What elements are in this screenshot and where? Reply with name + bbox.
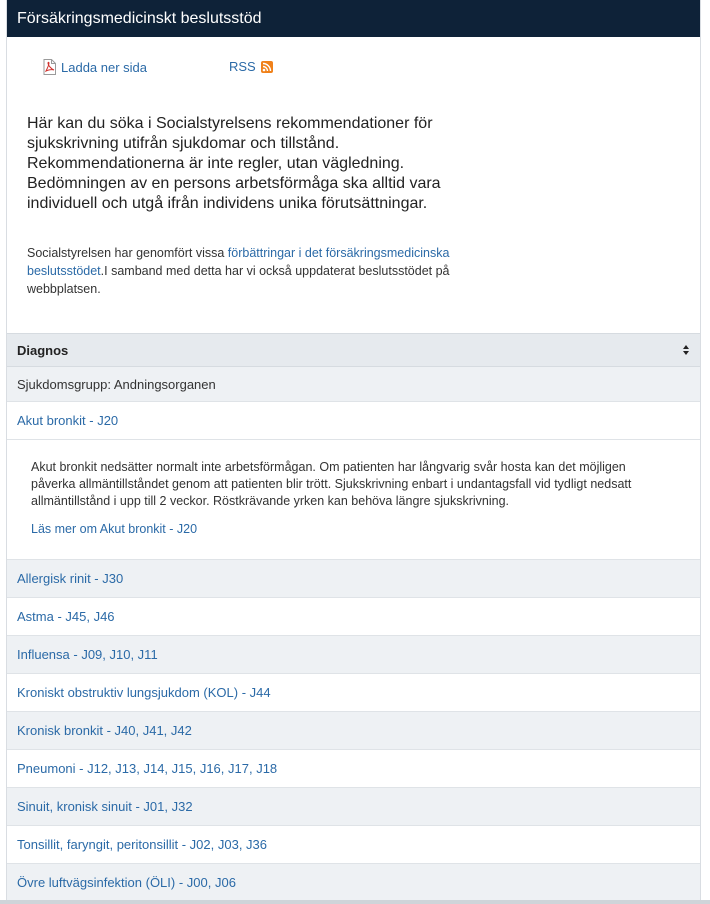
pdf-icon	[43, 59, 56, 75]
diagnosis-item-label: Allergisk rinit - J30	[17, 571, 124, 586]
diagnosis-item-kol[interactable]	[7, 673, 700, 711]
disease-group-label: Sjukdomsgrupp: Andningsorganen	[7, 366, 700, 401]
diagnosis-item-kronisk-bronkit[interactable]	[7, 711, 700, 749]
diagnosis-item-label: Övre luftvägsinfektion (ÖLI) - J00, J06	[17, 875, 236, 890]
download-page-label: Ladda ner sida	[61, 59, 148, 75]
diagnosis-item-label: Influensa - J09, J10, J11	[17, 647, 158, 662]
bottom-scroll-strip	[0, 900, 710, 904]
page-frame	[6, 0, 701, 904]
diagnosis-item-akut-bronkit[interactable]	[7, 401, 700, 439]
diagnosis-item-influensa[interactable]	[7, 635, 700, 673]
diagnosis-description: Akut bronkit nedsätter normalt inte arbetsförmågan. Om patienten har långvarig svår hosta kan det möjligen påverka allmäntillståndet genom att patienten blir trött. Sjukskrivning enbart i undantagsfall vid tydligt nedsatt allmäntillstånd i upp till 2 veckor. Röstkrävande yrken kan behöva längre sjukskrivning.	[31, 460, 632, 508]
diagnosis-details	[7, 439, 700, 559]
diagnosis-item-astma[interactable]	[7, 597, 700, 635]
page-header	[7, 0, 700, 37]
diagnosis-item-allergisk-rinit[interactable]	[7, 559, 700, 597]
diagnosis-item-tonsillit[interactable]	[7, 825, 700, 863]
sort-icon[interactable]	[682, 344, 690, 356]
diagnosis-item-label: Astma - J45, J46	[17, 609, 115, 624]
diagnosis-item-label: Tonsillit, faryngit, peritonsillit - J02, J03, J36	[17, 837, 267, 852]
read-more-link[interactable]: Läs mer om Akut bronkit - J20	[31, 522, 198, 536]
rss-link[interactable]	[229, 59, 273, 74]
diagnosis-item-sinuit[interactable]	[7, 787, 700, 825]
download-page-link[interactable]	[43, 59, 147, 75]
improvements-link[interactable]: förbättringar i det försäkringsmedicinska beslutsstödet	[27, 246, 450, 278]
diagnosis-item-pneumoni[interactable]	[7, 749, 700, 787]
diagnosis-list	[7, 333, 700, 901]
page-title: Försäkringsmedicinskt beslutsstöd	[17, 10, 262, 27]
toolbar	[7, 37, 700, 81]
diagnosis-item-label: Pneumoni - J12, J13, J14, J15, J16, J17, J18	[17, 761, 278, 776]
diagnosis-item-label: Kronisk bronkit - J40, J41, J42	[17, 723, 192, 738]
notice-suffix: .I samband med detta har vi också uppdaterat beslutsstödet på webbplatsen.	[27, 264, 450, 296]
diagnosis-item-label: Kroniskt obstruktiv lungsjukdom (KOL) - J44	[17, 685, 271, 700]
improvement-notice	[27, 244, 487, 298]
diagnosis-item-label: Akut bronkit - J20	[17, 413, 119, 428]
diagnosis-header[interactable]	[7, 333, 700, 366]
rss-label: RSS	[229, 59, 256, 74]
rss-icon	[261, 61, 273, 73]
diagnosis-item-oli[interactable]	[7, 863, 700, 901]
intro-text: Här kan du söka i Socialstyrelsens rekommendationer för sjukskrivning utifrån sjukdomar och tillstånd. Rekommendationerna är inte regler, utan vägledning. Bedömningen av en persons arbetsförmåga ska alltid vara individuell och utgå ifrån individens unika förutsättningar.	[27, 115, 441, 212]
notice-prefix: Socialstyrelsen har genomfört vissa	[27, 246, 228, 260]
diagnosis-header-label: Diagnos	[17, 342, 69, 358]
diagnosis-item-label: Sinuit, kronisk sinuit - J01, J32	[17, 799, 193, 814]
